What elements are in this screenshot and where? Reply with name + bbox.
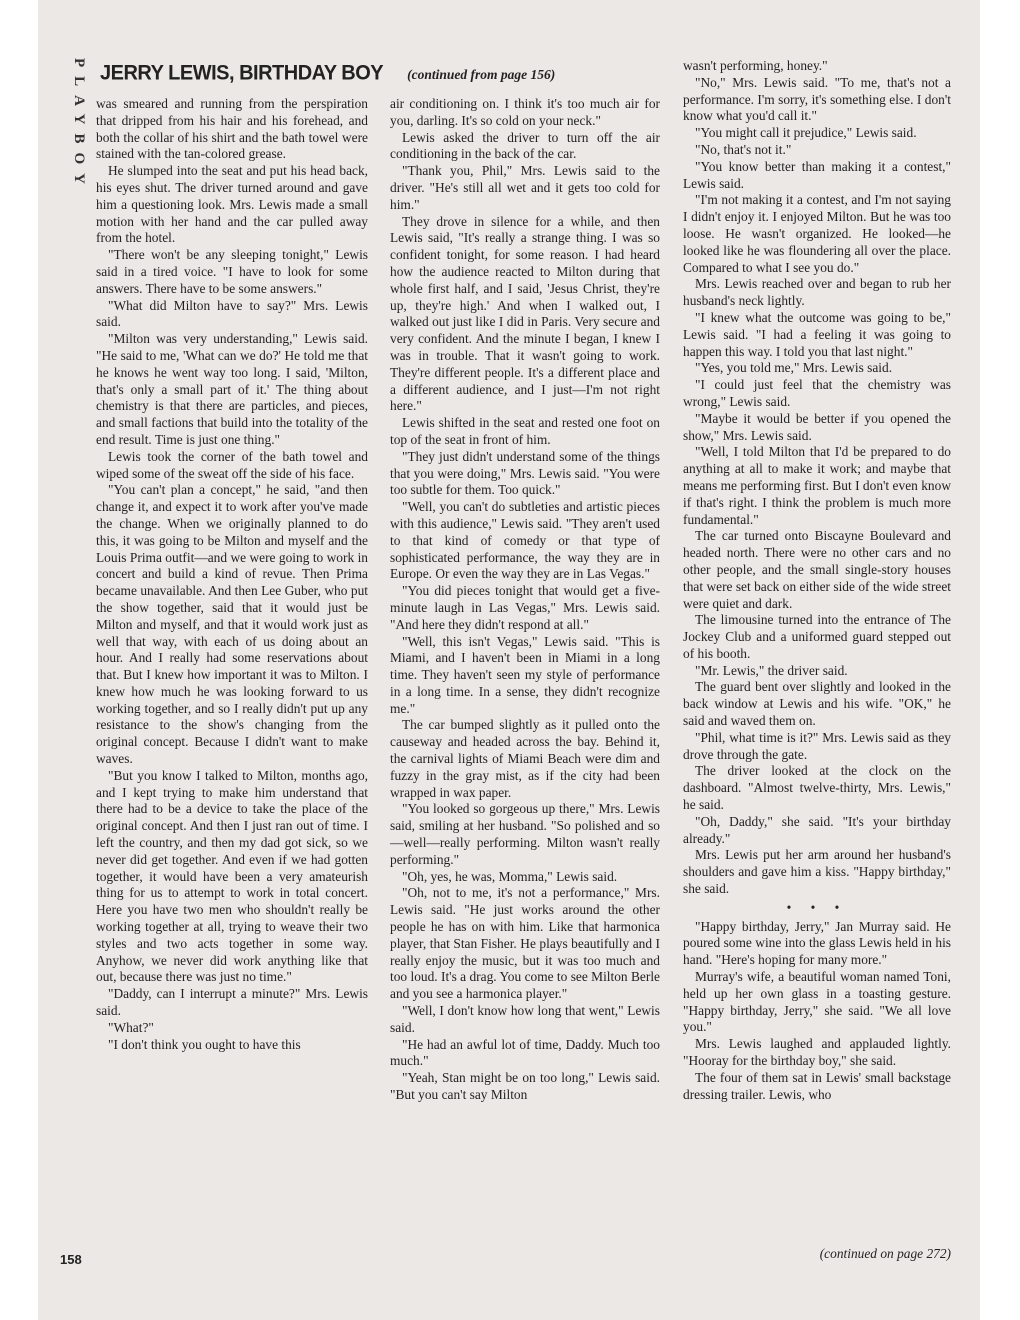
paragraph: Lewis asked the driver to turn off the air conditioning in the back of the car.	[390, 129, 660, 162]
paragraph: "There won't be any sleeping tonight," Lewis said in a tired voice. "I have to look for some answers. There have to be some answers."	[96, 247, 368, 296]
paragraph: The four of them sat in Lewis' small backstage dressing trailer. Lewis, who	[683, 1069, 951, 1102]
paragraph: "You looked so gorgeous up there," Mrs. Lewis said, smiling at her husband. "So polished and so—well—really performing. Milton wasn't really performing."	[390, 801, 660, 867]
paragraph: The limousine turned into the entrance of The Jockey Club and a uniformed guard stepped out of his booth.	[683, 612, 951, 661]
article-title: JERRY LEWIS, BIRTHDAY BOY	[100, 61, 384, 85]
paragraph: The car bumped slightly as it pulled onto the causeway and headed across the bay. Behind it, the carnival lights of Miami Beach were dim and fuzzy in the gray mist, as if the city had been wrapped in wax paper.	[390, 717, 660, 800]
paragraph: "I'm not making it a contest, and I'm not saying I didn't enjoy it. I enjoyed Milton. But he was too loose. He wasn't organized. He looked—he looked like he was floundering all over the place. Compared to what I see you do."	[683, 192, 951, 275]
text-column-2	[390, 96, 660, 1104]
paragraph: "Oh, not to me, it's not a performance," Mrs. Lewis said. "He just works around the other people he has on with him. Like that harmonica player, that Stan Fisher. He plays beautifully and I really enjoy the music, but it was too much and too loud. It's a drag. You come to see Milton Berle and you see a harmonica player."	[390, 885, 660, 1002]
paragraph: wasn't performing, honey."	[683, 58, 828, 73]
paragraph: He slumped into the seat and put his head back, his eyes shut. The driver turned around and gave him a questioning look. Mrs. Lewis made a small motion with her hand and the car pulled away from the hotel.	[96, 163, 368, 246]
paragraph: "I don't think you ought to have this	[108, 1036, 301, 1052]
paragraph: "You might call it prejudice," Lewis said.	[695, 125, 917, 141]
paragraph: "Oh, Daddy," she said. "It's your birthday already."	[683, 813, 951, 846]
paragraph: "No," Mrs. Lewis said. "To me, that's not a performance. I'm sorry, it's something else. I don't know what you'd call it."	[683, 74, 951, 124]
paragraph: air conditioning on. I think it's too much air for you, darling. It's so cold on your neck."	[390, 96, 660, 128]
paragraph: The driver looked at the clock on the dashboard. "Almost twelve-thirty, Mrs. Lewis," he said.	[683, 763, 951, 813]
section-break: • • •	[786, 899, 848, 915]
paragraph: "Well, this isn't Vegas," Lewis said. "This is Miami, and I haven't been in Miami in a long time. They haven't seen my style of performance in a long time. In a sense, they didn't recognize me."	[390, 633, 660, 716]
paragraph: Lewis shifted in the seat and rested one foot on top of the seat in front of him.	[390, 415, 660, 447]
paragraph: "Well, you can't do subtleties and artistic pieces with this audience," Lewis said. "They aren't used to that kind of comedy or that type of sophisticated performance, the way they are in Europe. Or even the way they are in Las Vegas."	[390, 499, 660, 582]
paragraph: Mrs. Lewis laughed and applauded lightly. "Hooray for the birthday boy," she said.	[683, 1036, 951, 1069]
paragraph: "Maybe it would be better if you opened the show," Mrs. Lewis said.	[683, 410, 951, 443]
paragraph: The guard bent over slightly and looked in the back window at Lewis and his wife. "OK," he said and waved them on.	[683, 679, 951, 729]
paragraph: "Happy birthday, Jerry," Jan Murray said. He poured some wine into the glass Lewis held in his hand. "Here's hoping for many more."	[683, 918, 951, 968]
paragraph: "Mr. Lewis," the driver said.	[695, 662, 848, 678]
paragraph: Mrs. Lewis put her arm around her husband's shoulders and gave him a kiss. "Happy birthday," she said.	[683, 847, 951, 897]
paragraph: "They just didn't understand some of the things that you were doing," Mrs. Lewis said. "You were too subtle for them. Too quick."	[390, 448, 660, 498]
paragraph: "But you know I talked to Milton, months ago, and I kept trying to make him understand that there had to be a device to take the place of the original concept. And then I just ran out of time. I left the country, and then my dad got sick, so we never did get together. And even if we had gotten together, it would have been a very amateurish thing for us to attempt to work in total concert. Here you have two men who shouldn't really be working together at all, trying to weave their two styles and two acts together in some way. Anyhow, we never did work anything like that out, because there was just no time."	[96, 767, 368, 985]
paragraph: "Phil, what time is it?" Mrs. Lewis said as they drove through the gate.	[683, 729, 951, 762]
paragraph: "Yes, you told me," Mrs. Lewis said.	[695, 360, 893, 376]
paragraph: was smeared and running from the perspiration that dripped from his hair and his forehead, and both the collar of his shirt and the bath towel were stained with the tan-colored grease.	[96, 96, 368, 162]
paragraph: Murray's wife, a beautiful woman named Toni, held up her own glass in a toasting gesture. "Happy birthday, Jerry," she said. "We all love you."	[683, 969, 951, 1035]
paragraph: "What?"	[108, 1019, 154, 1035]
paragraph: "You know better than making it a contest," Lewis said.	[683, 158, 951, 191]
page-number: 158	[60, 1252, 82, 1267]
paragraph: "Milton was very understanding," Lewis said. "He said to me, 'What can we do?' He told me that he knows he went way too long. I said, 'Milton, that's only a small part of it.' The thing about chemistry is that there are particles, and pieces, and small factions that build into the totality of the end result. Time is just one thing."	[96, 331, 368, 447]
masthead: PLAYBOY	[71, 58, 87, 193]
paragraph: "Daddy, can I interrupt a minute?" Mrs. Lewis said.	[96, 986, 368, 1019]
paragraph: The car turned onto Biscayne Boulevard and headed north. There were no other cars and no other people, and the small single-story houses that were set back on either side of the wide street were quiet and dark.	[683, 528, 951, 611]
paragraph: "Yeah, Stan might be on too long," Lewis said. "But you can't say Milton	[390, 1070, 660, 1103]
article-header	[100, 62, 660, 90]
paragraph: They drove in silence for a while, and then Lewis said, "It's really a strange thing. I was so confident tonight, for some reason. I had heard how the audience reacted to Milton during that whole first half, and I said, 'Jesus Christ, they're up, they're high.' And when I walked out, I walked out just like I did in Paris. Very secure and very confident. And the minute I began, I knew I was in trouble. That it wasn't going to work. They're different people. It's a different place and a different audience, and I just—I'm not right here."	[390, 213, 660, 414]
continued-on: (continued on page 272)	[819, 1246, 951, 1261]
paragraph: Mrs. Lewis reached over and began to rub her husband's neck lightly.	[683, 276, 951, 309]
paragraph: Lewis took the corner of the bath towel and wiped some of the sweat off the side of his face.	[96, 448, 368, 481]
magazine-page	[38, 0, 980, 1320]
paragraph: "Thank you, Phil," Mrs. Lewis said to the driver. "He's still all wet and it gets too cold for him."	[390, 163, 660, 212]
paragraph: "Oh, yes, he was, Momma," Lewis said.	[402, 868, 618, 884]
continued-from: (continued from page 156)	[407, 67, 556, 82]
paragraph: "No, that's not it."	[695, 141, 792, 157]
paragraph: "What did Milton have to say?" Mrs. Lewis said.	[96, 297, 368, 330]
text-column-3	[683, 58, 951, 1103]
paragraph: "I could just feel that the chemistry was wrong," Lewis said.	[683, 377, 951, 409]
paragraph: "You can't plan a concept," he said, "and then change it, and expect it to work after you've made the change. When we originally planned to do this, it was going to be Milton and myself and the Louis Prima outfit—and we were going to work in concert and build a kind of revue. Then Prima became unavailable. And then Lee Guber, who put the show together, said that it would just be Milton and myself, and that it would work just as well that way, with each of us doing about an hour. And I really had some reservations about that. But I knew how important it was to Milton. I knew how much he was looking forward to us working together, and so I really didn't put up any resistance to the show's changing from the original concept. Because I didn't want to make waves.	[96, 482, 368, 767]
paragraph: "You did pieces tonight that would get a five-minute laugh in Las Vegas," Mrs. Lewis said. "And here they didn't respond at all."	[390, 583, 660, 632]
paragraph: "I knew what the outcome was going to be," Lewis said. "I had a feeling it was going to happen this way. I told you that last night."	[683, 309, 951, 359]
text-column-1	[96, 96, 368, 1053]
paragraph: "Well, I don't know how long that went," Lewis said.	[390, 1003, 660, 1035]
paragraph: "He had an awful lot of time, Daddy. Much too much."	[390, 1036, 660, 1069]
paragraph: "Well, I told Milton that I'd be prepared to do anything at all to make it work; and maybe that means me performing first. But I don't even know if that's right. I think the problem is much more fundamental."	[683, 444, 951, 527]
